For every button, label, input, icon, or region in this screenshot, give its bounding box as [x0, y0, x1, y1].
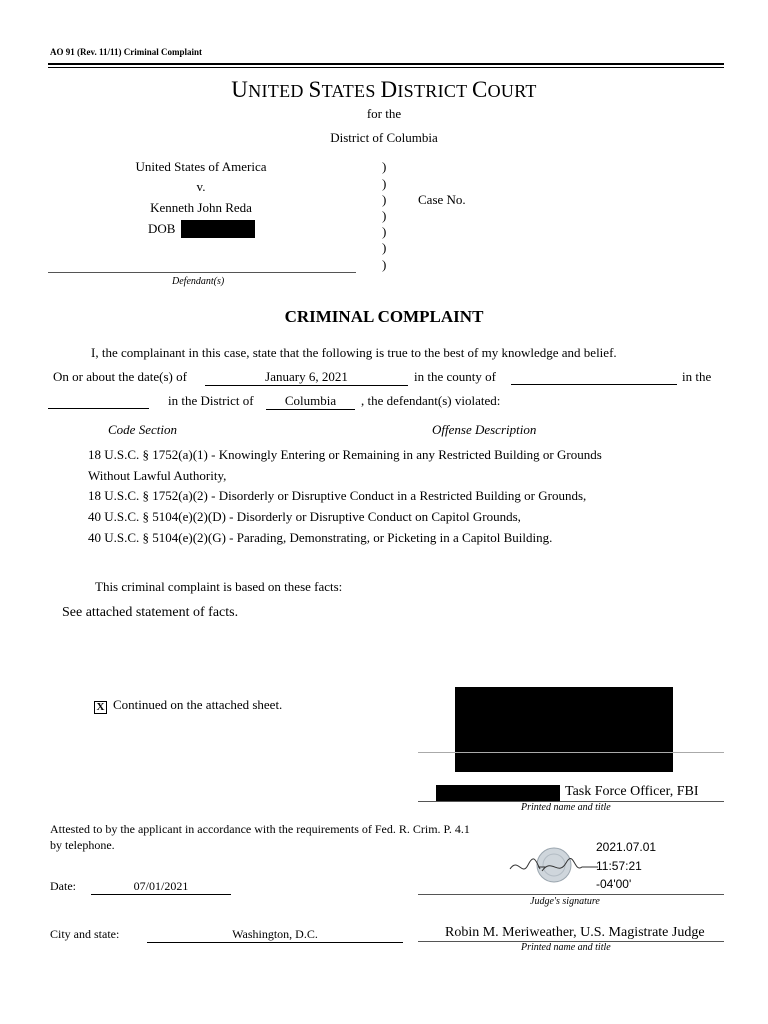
complainant-title: Task Force Officer, FBI — [565, 784, 699, 799]
defendant-line — [48, 272, 356, 273]
city-state-label: City and state: — [50, 927, 120, 941]
court-title: UNITED STATES DISTRICT COURT — [231, 77, 537, 102]
dob-label: DOB — [148, 221, 176, 236]
district-name: District of Columbia — [330, 130, 438, 145]
offense-line: 18 U.S.C. § 1752(a)(1) - Knowingly Entering or Remaining in any Restricted Building or Grounds — [88, 447, 602, 462]
based-on-text: This criminal complaint is based on these facts: — [95, 579, 343, 594]
on-or-about-label: On or about the date(s) of — [53, 369, 187, 384]
defendant-name: Kenneth John Reda — [150, 200, 252, 215]
by-telephone-text: by telephone. — [50, 838, 115, 852]
date-label: Date: — [50, 879, 76, 893]
judge-name: Robin M. Meriweather, U.S. Magistrate Judge — [445, 925, 705, 940]
printed-name-label: Printed name and title — [521, 802, 611, 813]
timestamp-date: 2021.07.01 — [596, 840, 657, 854]
header-rule-thick — [48, 63, 724, 65]
in-the-label: in the — [682, 369, 712, 384]
for-the-text: for the — [366, 106, 402, 121]
county-field — [511, 369, 677, 385]
plaintiff-name: United States of America — [135, 159, 267, 174]
judge-signature-image — [508, 843, 600, 887]
judges-signature-label: Judge's signature — [530, 896, 600, 907]
header-rule-thin — [48, 67, 724, 68]
caption-paren: ) — [382, 159, 387, 174]
offense-description-header: Offense Description — [432, 422, 537, 437]
signing-date-field: 07/01/2021 — [91, 879, 231, 895]
violated-label: , the defendant(s) violated: — [361, 393, 501, 408]
continued-label: Continued on the attached sheet. — [113, 697, 283, 712]
continued-row — [94, 697, 282, 714]
judge-printed-name-label: Printed name and title — [521, 942, 611, 953]
city-state-field: Washington, D.C. — [147, 927, 403, 943]
offense-date-field: January 6, 2021 — [205, 369, 408, 386]
dob-redaction — [181, 220, 255, 238]
caption-paren: ) — [382, 192, 387, 207]
attestation-text: Attested to by the applicant in accordance with the requirements of Fed. R. Crim. P. 4.1 — [50, 822, 470, 836]
judge-signature-line — [418, 894, 724, 895]
complaint-title: CRIMINAL COMPLAINT — [284, 307, 484, 326]
county-label: in the county of — [414, 369, 496, 384]
defendant-label: Defendant(s) — [172, 276, 225, 287]
case-number-label: Case No. — [418, 192, 466, 207]
continued-checkbox[interactable]: X — [94, 701, 107, 714]
district-of-label: in the District of — [168, 393, 254, 408]
blank-field — [48, 393, 149, 409]
complainant-name-redaction — [436, 785, 560, 802]
timestamp-time: 11:57:21 — [596, 859, 642, 873]
caption-paren: ) — [382, 208, 387, 223]
district-field: Columbia — [266, 393, 355, 410]
complainant-signature-line — [418, 752, 724, 753]
versus-text: v. — [196, 179, 206, 194]
timestamp-timezone: -04'00' — [596, 877, 632, 891]
caption-paren: ) — [382, 224, 387, 239]
see-attached-text: See attached statement of facts. — [62, 605, 239, 620]
code-section-header: Code Section — [108, 422, 177, 437]
offense-line: 18 U.S.C. § 1752(a)(2) - Disorderly or Disruptive Conduct in a Restricted Building or Grounds, — [88, 488, 587, 503]
caption-paren: ) — [382, 176, 387, 191]
offense-line: Without Lawful Authority, — [88, 468, 227, 483]
intro-statement: I, the complainant in this case, state that the following is true to the best of my knowledge and belief. — [91, 345, 617, 360]
offense-line: 40 U.S.C. § 5104(e)(2)(D) - Disorderly or Disruptive Conduct on Capitol Grounds, — [88, 509, 521, 524]
complainant-signature-redaction — [455, 687, 673, 772]
offense-line: 40 U.S.C. § 5104(e)(2)(G) - Parading, Demonstrating, or Picketing in a Capitol Building. — [88, 530, 553, 545]
caption-paren: ) — [382, 240, 387, 255]
form-identifier: AO 91 (Rev. 11/11) Criminal Complaint — [50, 47, 203, 57]
caption-paren: ) — [382, 257, 387, 272]
